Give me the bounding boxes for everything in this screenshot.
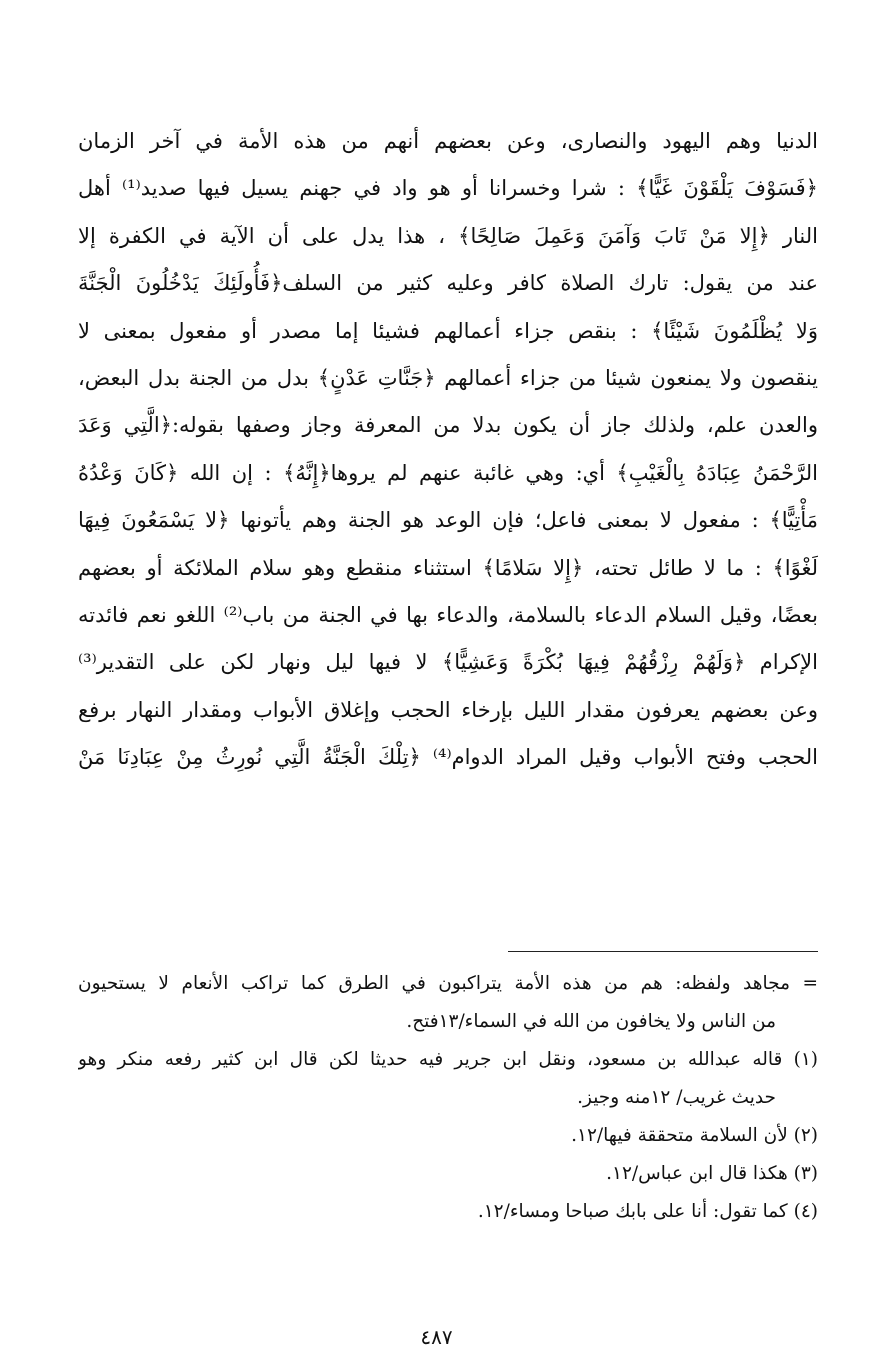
footnote-3: (٣) هكذا قال ابن عباس/١٢. bbox=[606, 1163, 818, 1184]
footnote-4: (٤) كما تقول: أنا على بابك صباحا ومساء/١٢. bbox=[477, 1201, 818, 1222]
text-line: الحجب وفتح الأبواب وقيل المراد الدوام⁽⁴⁾ ﴿تِلْكَ الْجَنَّةُ الَّتِي نُورِثُ مِنْ عِبَادِنَا مَنْ bbox=[78, 745, 818, 770]
text-line: الرَّحْمَنُ عِبَادَهُ بِالْغَيْبِ﴾ أي: وهي غائبة عنهم لم يروها﴿إِنَّهُ﴾ : إن الله ﴿كَانَ وَعْدُهُ bbox=[78, 460, 818, 485]
main-text bbox=[78, 118, 818, 781]
footnote-continuation-line: = مجاهد ولفظه: هم من هذه الأمة يتراكبون في الطرق كما تراكب الأنعام لا يستحيون bbox=[78, 973, 818, 994]
text-line: والعدن علم، ولذلك جاز أن يكون بدلا من المعرفة وجاز وصفها بقوله:﴿الَّتِي وَعَدَ bbox=[78, 413, 818, 438]
text-line: الدنيا وهم اليهود والنصارى، وعن بعضهم أنهم من هذه الأمة في آخر الزمان bbox=[78, 129, 818, 153]
text-line: النار ﴿إِلا مَنْ تَابَ وَآمَنَ وَعَمِلَ صَالِحًا﴾ ، هذا يدل على أن الآية في الكفرة إلا bbox=[78, 223, 818, 248]
text-line: وعن بعضهم يعرفون مقدار الليل بإرخاء الحجب وإغلاق الأبواب ومقدار النهار برفع bbox=[78, 697, 818, 722]
footnote-continuation-line: من الناس ولا يخافون من الله في السماء/١٣فتح. bbox=[406, 1011, 776, 1032]
footnote-1: (١) قاله عبدالله بن مسعود، ونقل ابن جرير فيه حديثا لكن قال ابن كثير رفعه منكر وهو bbox=[78, 1049, 818, 1070]
text-line: الإكرام ﴿وَلَهُمْ رِزْقُهُمْ فِيهَا بُكْرَةً وَعَشِيًّا﴾ لا فيها ليل ونهار لكن على التقدير⁽³⁾ bbox=[78, 650, 818, 675]
text-line: ﴿فَسَوْفَ يَلْقَوْنَ غَيًّا﴾ : شرا وخسرانا أو هو واد في جهنم يسيل فيها صديد⁽¹⁾ أهل bbox=[78, 176, 818, 201]
text-line: عند من يقول: تارك الصلاة كافر وعليه كثير من السلف﴿فَأُولَئِكَ يَدْخُلُونَ الْجَنَّةَ bbox=[78, 271, 818, 296]
footnotes bbox=[78, 965, 818, 1231]
page-number: ٤٨٧ bbox=[420, 1325, 453, 1349]
text-line: ينقصون ولا يمنعون شيئا من جزاء أعمالهم ﴿جَنَّاتِ عَدْنٍ﴾ بدل من الجنة بدل البعض، bbox=[78, 365, 818, 390]
text-line: وَلا يُظْلَمُونَ شَيْئًا﴾ : بنقص جزاء أعمالهم فشيئا إما مصدر أو مفعول بمعنى لا bbox=[78, 318, 818, 343]
footnote-2: (٢) لأن السلامة متحققة فيها/١٢. bbox=[571, 1125, 818, 1146]
text-line: لَغْوًا﴾ : ما لا طائل تحته، ﴿إِلا سَلامًا﴾ استثناء منقطع وهو سلام الملائكة أو بعضهم bbox=[78, 555, 818, 580]
text-line: بعضًا، وقيل السلام الدعاء بالسلامة، والدعاء بها في الجنة من باب⁽²⁾ اللغو نعم فائدته bbox=[78, 602, 818, 627]
footnote-1-continuation: حديث غريب/ ١٢منه وجيز. bbox=[577, 1087, 776, 1108]
footnote-separator bbox=[508, 951, 818, 952]
text-line: مَأْتِيًّا﴾ : مفعول لا بمعنى فاعل؛ فإن الوعد هو الجنة وهم يأتونها ﴿لا يَسْمَعُونَ فِيهَا bbox=[78, 508, 818, 533]
